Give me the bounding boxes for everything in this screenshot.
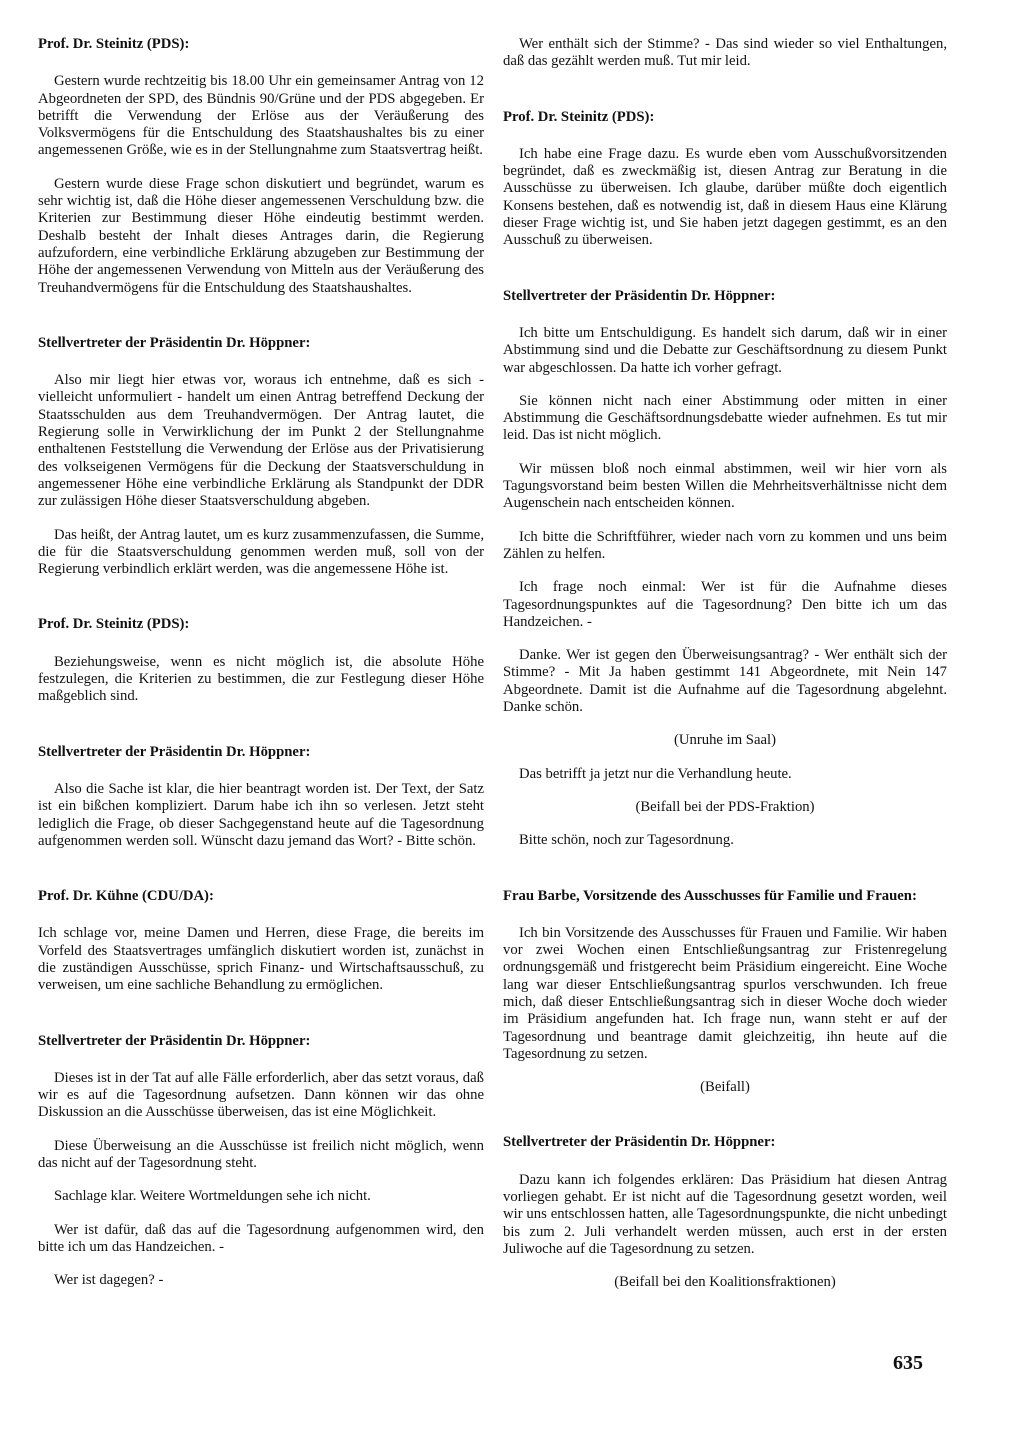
- paragraph: Wer enthält sich der Stimme? - Das sind wieder so viel Enthaltungen, daß das gezählt werden muß. Tut mir leid.: [503, 36, 947, 70]
- paragraph: Sachlage klar. Weitere Wortmeldungen sehe ich nicht.: [54, 1188, 371, 1205]
- paragraph: Sie können nicht nach einer Abstimmung oder mitten in einer Abstimmung die Geschäftsordnungsdebatte wieder aufnehmen. Es tut mir leid. Das ist nicht möglich.: [503, 392, 947, 444]
- paragraph: Gestern wurde rechtzeitig bis 18.00 Uhr ein gemeinsamer Antrag von 12 Abgeordneten der SPD, des Bündnis 90/Grüne und der PDS abgegeben. Er betrifft die Verwendung der Erlöse aus der Veräußerung des Volksvermögens für die Entschuldung des Staatshaushaltes bis zu einer angemessenen Größe, wie es in der Stellungnahme zum Staatsvertrag heißt.: [38, 73, 484, 159]
- paragraph: Ich frage noch einmal: Wer ist für die Aufnahme dieses Tagesordnungspunktes auf die Tagesordnung? Den bitte ich um das Handzeichen. -: [503, 579, 947, 630]
- speaker-name: Stellvertreter der Präsidentin Dr. Höppner:: [503, 287, 776, 304]
- right-column: [503, 36, 947, 1308]
- speaker-name: Stellvertreter der Präsidentin Dr. Höppner:: [38, 743, 311, 760]
- paragraph: Das betrifft ja jetzt nur die Verhandlung heute.: [519, 765, 792, 782]
- paragraph: Ich bitte die Schriftführer, wieder nach vorn zu kommen und uns beim Zählen zu helfen.: [503, 528, 947, 562]
- paragraph: Wer ist dafür, daß das auf die Tagesordnung aufgenommen wird, den bitte ich um das Handzeichen. -: [38, 1221, 484, 1255]
- speaker-name: Stellvertreter der Präsidentin Dr. Höppner:: [503, 1134, 776, 1151]
- speaker-name: Prof. Dr. Steinitz (PDS):: [503, 108, 655, 125]
- paragraph: Wir müssen bloß noch einmal abstimmen, weil wir hier vorn als Tagungsvorstand beim besten Willen die Mehrheitsverhältnisse nicht dem Augenschein nach entscheiden können.: [503, 460, 947, 512]
- paragraph: Das heißt, der Antrag lautet, um es kurz zusammenzufassen, die Summe, die für die Staatsverschuldung genommen werden muß, soll von der Regierung verbindlich erklärt werden, was die angemessene Höhe ist.: [38, 526, 484, 578]
- stage-direction: (Beifall bei den Koalitionsfraktionen): [614, 1274, 836, 1291]
- paragraph: Beziehungsweise, wenn es nicht möglich ist, die absolute Höhe festzulegen, die Kriterien zu bestimmen, die zur Festlegung dieser Höhe maßgeblich sind.: [38, 653, 484, 705]
- speaker-name: Stellvertreter der Präsidentin Dr. Höppner:: [38, 334, 311, 351]
- stage-direction: (Unruhe im Saal): [674, 732, 776, 749]
- speaker-name: Stellvertreter der Präsidentin Dr. Höppner:: [38, 1032, 311, 1049]
- paragraph: Also die Sache ist klar, die hier beantragt worden ist. Der Text, der Satz ist ein bißchen kompliziert. Darum habe ich ihn so verlesen. Jetzt steht lediglich die Frage, ob dieser Sachgegenstand heute auf die Tagesordnung aufgenommen werden soll. Wünscht dazu jemand das Wort? - Bitte schön.: [38, 780, 484, 849]
- paragraph: Danke. Wer ist gegen den Überweisungsantrag? - Wer enthält sich der Stimme? - Mit Ja haben gestimmt 141 Abgeordnete, mit Nein 147 Abgeordnete. Damit ist die Aufnahme auf die Tagesordnung abgelehnt. Danke schön.: [503, 647, 947, 716]
- paragraph: Ich schlage vor, meine Damen und Herren, diese Frage, die bereits im Vorfeld des Staatsvertrages umfänglich diskutiert worden ist, zunächst in die zuständigen Ausschüsse, sprich Finanz- und Wirtschaftsausschuß, zu verweisen, um eine sachliche Behandlung zu ermöglichen.: [38, 925, 484, 994]
- paragraph: Diese Überweisung an die Ausschüsse ist freilich nicht möglich, wenn das nicht auf der Tagesordnung steht.: [38, 1137, 484, 1172]
- speaker-name: Frau Barbe, Vorsitzende des Ausschusses für Familie und Frauen:: [503, 887, 917, 904]
- stage-direction: (Beifall): [700, 1079, 750, 1096]
- paragraph: Ich habe eine Frage dazu. Es wurde eben vom Ausschußvorsitzenden begründet, daß es zweckmäßig ist, diesen Antrag zur Beratung in die Ausschüsse zu überweisen. Ich glaube, darüber müßte doch eigentlich Konsens bestehen, daß es notwendig ist, daß in diesem Haus eine Klärung dieser Frage wichtig ist, und Sie haben jetzt dagegen gestimmt, es an den Ausschuß zu überweisen.: [503, 145, 947, 249]
- paragraph: Bitte schön, noch zur Tagesordnung.: [519, 832, 734, 849]
- paragraph: Also mir liegt hier etwas vor, woraus ich entnehme, daß es sich - vielleicht unformuliert - handelt um einen Antrag betreffend Deckung der Staatsschulden aus dem Treuhandvermögen. Der Antrag lautet, die Regierung solle in Verwirklichung der im Punkt 2 der Stellungnahme enthaltenen Feststellung die Verwendung der Erlöse aus der Privatisierung des volkseigenen Vermögens für die Deckung der Staatsverschuldung in angemessener Höhe eine verbindliche Erklärung als Standpunkt der DDR zur zulässigen Höhe dieser Staatsverschuldung abgeben.: [38, 372, 484, 510]
- speaker-name: Prof. Dr. Kühne (CDU/DA):: [38, 888, 214, 905]
- stage-direction: (Beifall bei der PDS-Fraktion): [635, 798, 815, 815]
- speaker-name: Prof. Dr. Steinitz (PDS):: [38, 616, 190, 633]
- paragraph: Dieses ist in der Tat auf alle Fälle erforderlich, aber das setzt voraus, daß wir es auf die Tagesordnung aufsetzen. Dann können wir das ohne Diskussion an die Ausschüsse überweisen, das ist eine Möglichkeit.: [38, 1069, 484, 1121]
- paragraph: Ich bin Vorsitzende des Ausschusses für Frauen und Familie. Wir haben vor zwei Wochen einen Entschließungsantrag zur Fristenregelung ordnungsgemäß und fristgerecht beim Präsidium eingereicht. Eine Woche lang war dieser Entschließungsantrag spurlos verschwunden. Ich freue mich, daß dieser Entschließungsantrag sich in dieser Woche doch wieder im Präsidium angefunden hat. Ich frage nun, wann steht er auf der Tagesordnung und beantrage damit gleichzeitig, ihn heute auf die Tagesordnung zu setzen.: [503, 924, 947, 1062]
- left-column: [38, 36, 484, 1306]
- paragraph: Ich bitte um Entschuldigung. Es handelt sich darum, daß wir in einer Abstimmung sind und die Debatte zur Geschäftsordnung zu diesem Punkt war abgeschlossen. Da hatte ich vorher gefragt.: [503, 324, 947, 376]
- speaker-name: Prof. Dr. Steinitz (PDS):: [38, 36, 190, 52]
- page-number: 635: [893, 1352, 923, 1374]
- paragraph: Wer ist dagegen? -: [54, 1272, 164, 1289]
- paragraph: Dazu kann ich folgendes erklären: Das Präsidium hat diesen Antrag vorliegen gehabt. Er ist nicht auf die Tagesordnung gesetzt worden, weil wir uns entschlossen hatten, alle Tagesordnungspunkte, die nicht unbedingt bis zum 2. Juli verhandelt werden müssen, auch erst in der ersten Juliwoche auf die Tagesordnung zu setzen.: [503, 1171, 947, 1257]
- paragraph: Gestern wurde diese Frage schon diskutiert und begründet, warum es sehr wichtig ist, daß die Höhe dieser angemessenen Verschuldung bzw. die Kriterien zur Bestimmung dieser Höhe eindeutig bestimmt werden. Deshalb besteht der Inhalt dieses Antrages darin, die Regierung aufzufordern, eine verbindliche Erklärung abzugeben zur Bestimmung der Höhe der angemessenen Verwendung von Mitteln aus der Veräußerung des Treuhandvermögens für die Entschuldung des Staatshaushaltes.: [38, 175, 484, 296]
